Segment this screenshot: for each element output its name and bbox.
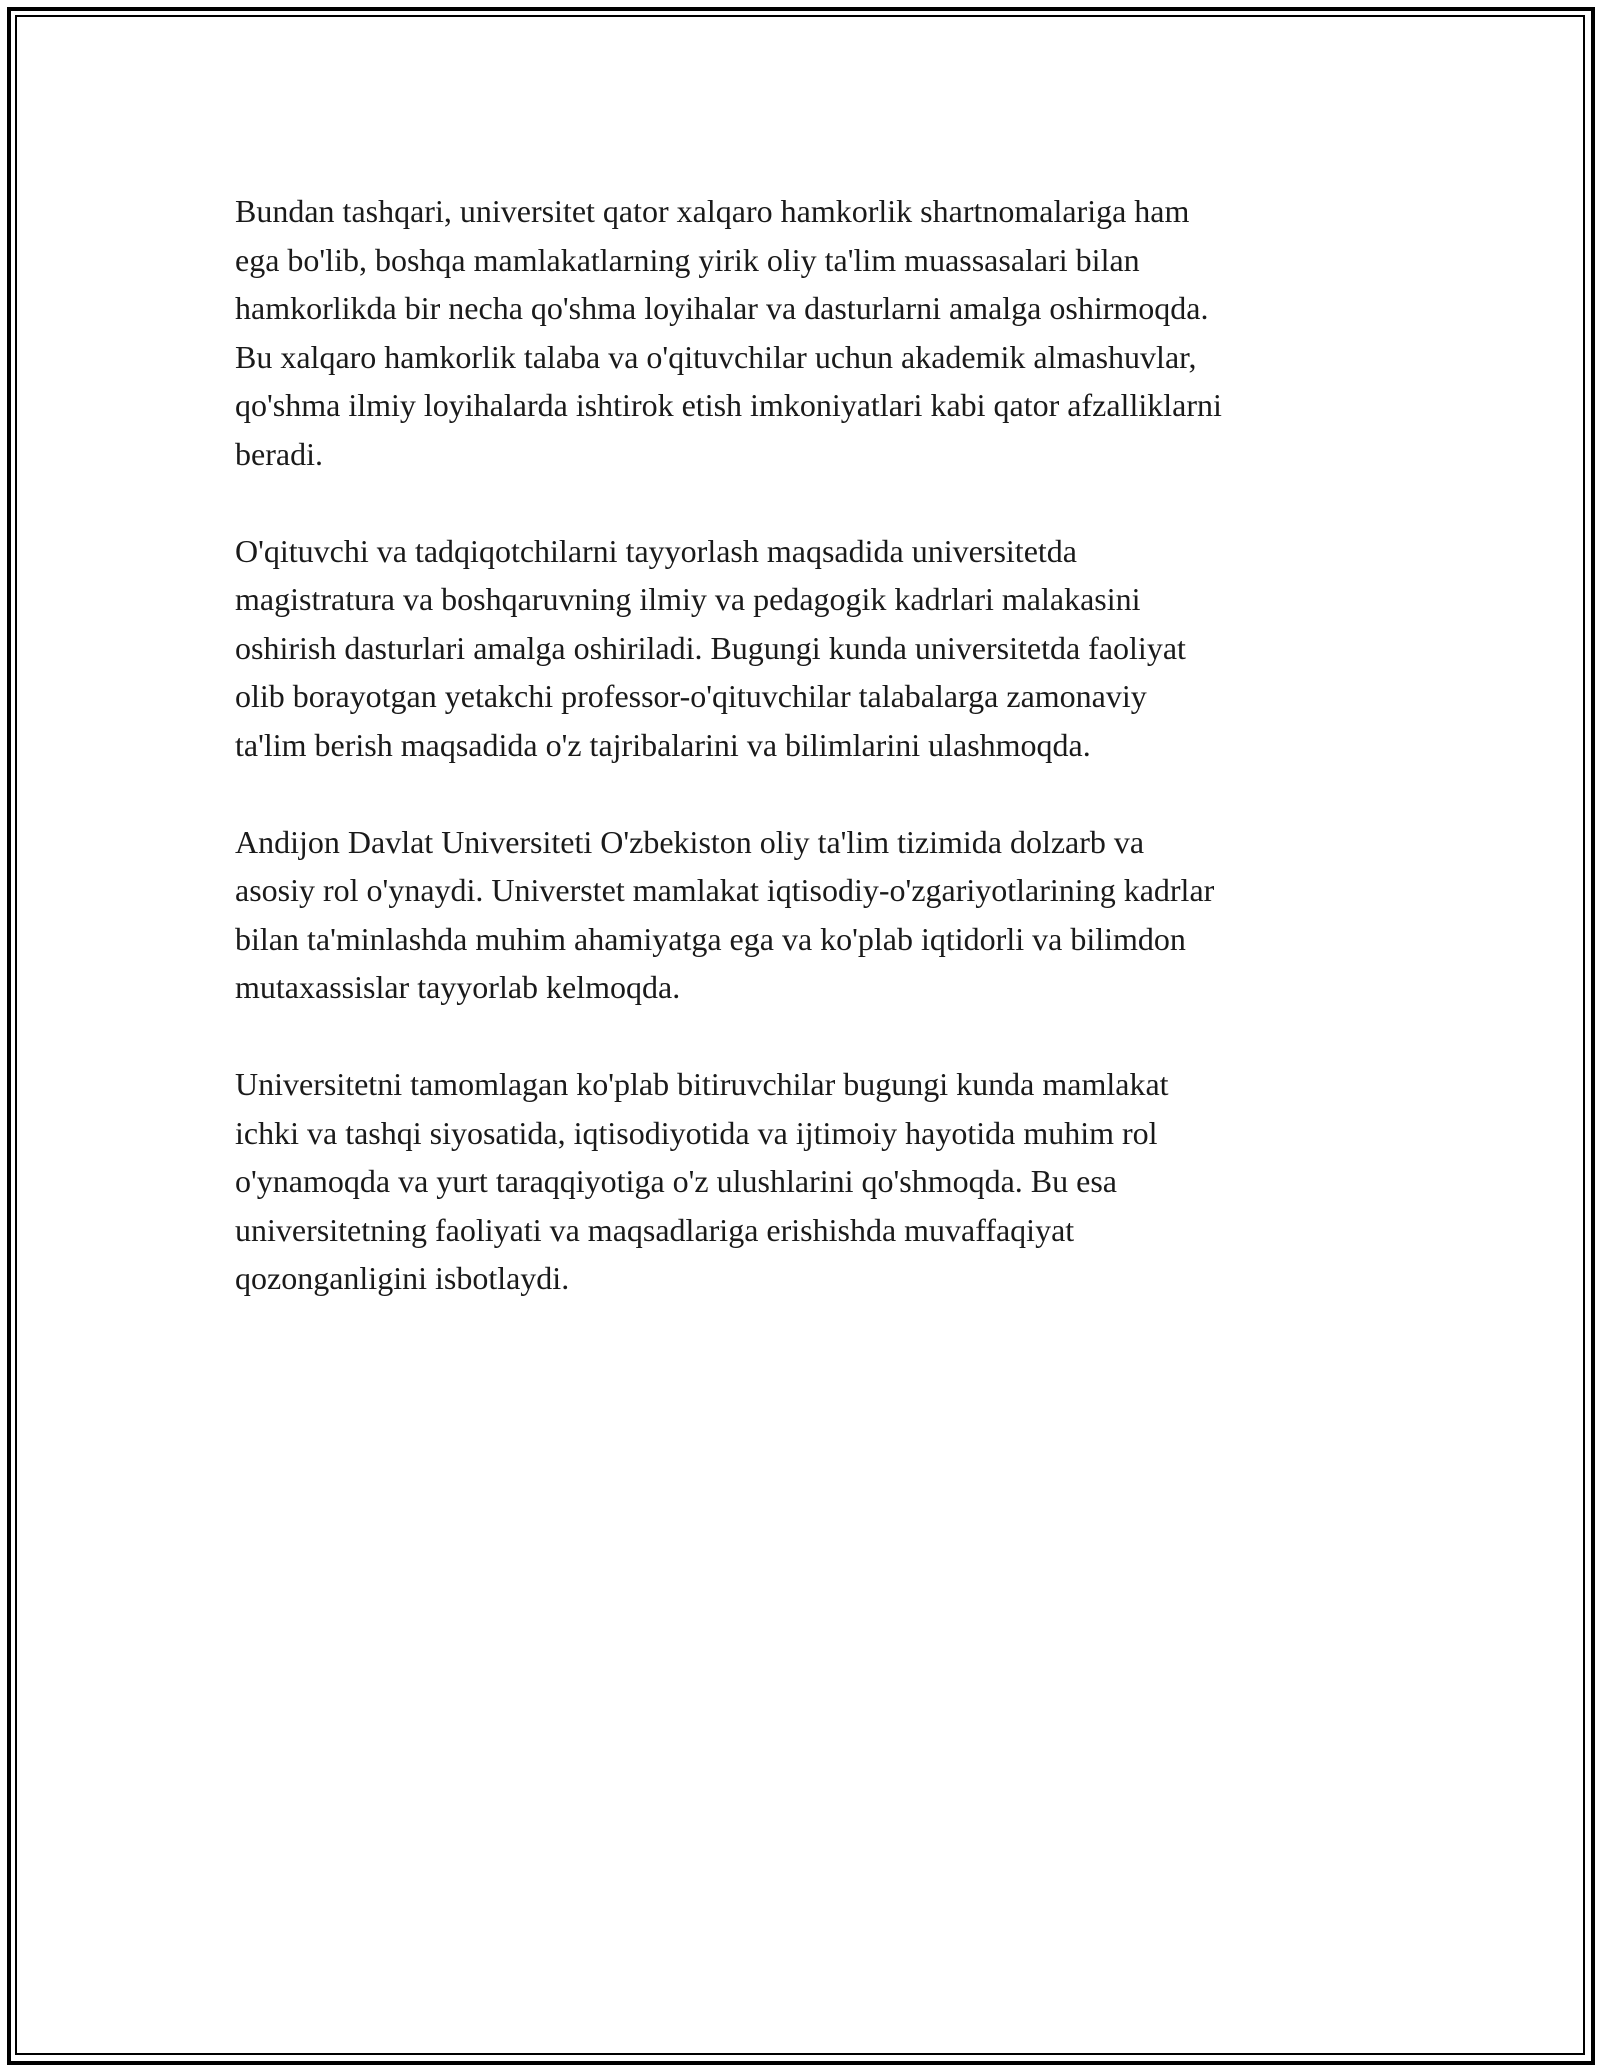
text-line: olib borayotgan yetakchi professor-o'qituvchilar talabalarga zamonaviy [235, 678, 1147, 714]
paragraph-teacher-training [235, 527, 1395, 770]
text-line: o'ynamoqda va yurt taraqqiyotiga o'z ulushlarini qo'shmoqda. Bu esa [235, 1163, 1117, 1199]
text-line: O'qituvchi va tadqiqotchilarni tayyorlash maqsadida universitetda [235, 532, 1077, 569]
text-line: ega bo'lib, boshqa mamlakatlarning yirik oliy ta'lim muassasalari bilan [235, 241, 1140, 278]
text-line: Andijon Davlat Universiteti O'zbekiston oliy ta'lim tizimida dolzarb va [235, 823, 1145, 860]
paragraph-graduates [235, 1060, 1395, 1303]
text-line: qozonganligini isbotlaydi. [235, 1260, 570, 1296]
text-line: beradi. [235, 435, 323, 472]
text-line: qo'shma ilmiy loyihalarda ishtirok etish imkoniyatlari kabi qator afzalliklarni [235, 387, 1222, 423]
text-line: asosiy rol o'ynaydi. Universtet mamlakat iqtisodiy-o'zgariyotlarining kadrlar [235, 872, 1215, 908]
text-line: bilan ta'minlashda muhim ahamiyatga ega va ko'plab iqtidorli va bilimdon [235, 920, 1186, 957]
text-line: Bu xalqaro hamkorlik talaba va o'qituvchilar uchun akademik almashuvlar, [235, 338, 1197, 375]
text-line: magistratura va boshqaruvning ilmiy va pedagogik kadrlari malakasini [235, 581, 1141, 617]
paragraph-university-role [235, 818, 1395, 1012]
text-line: ta'lim berish maqsadida o'z tajribalarini va bilimlarini ulashmoqda. [235, 726, 1091, 763]
text-line: universitetning faoliyati va maqsadlariga erishishda muvaffaqiyat [235, 1211, 1075, 1248]
text-line: mutaxassislar tayyorlab kelmoqda. [235, 969, 681, 1005]
text-line: Universitetni tamomlagan ko'plab bitiruvchilar bugungi kunda mamlakat [235, 1066, 1169, 1102]
text-line: oshirish dasturlari amalga oshiriladi. Bugungi kunda universitetda faoliyat [235, 629, 1186, 666]
text-line: ichki va tashqi siyosatida, iqtisodiyotida va ijtimoiy hayotida muhim rol [235, 1114, 1158, 1151]
paragraph-international-cooperation [235, 187, 1395, 478]
text-line: hamkorlikda bir necha qo'shma loyihalar va dasturlarni amalga oshirmoqda. [235, 290, 1209, 326]
document-body [235, 187, 1395, 1351]
text-line: Bundan tashqari, universitet qator xalqaro hamkorlik shartnomalariga ham [235, 193, 1190, 229]
